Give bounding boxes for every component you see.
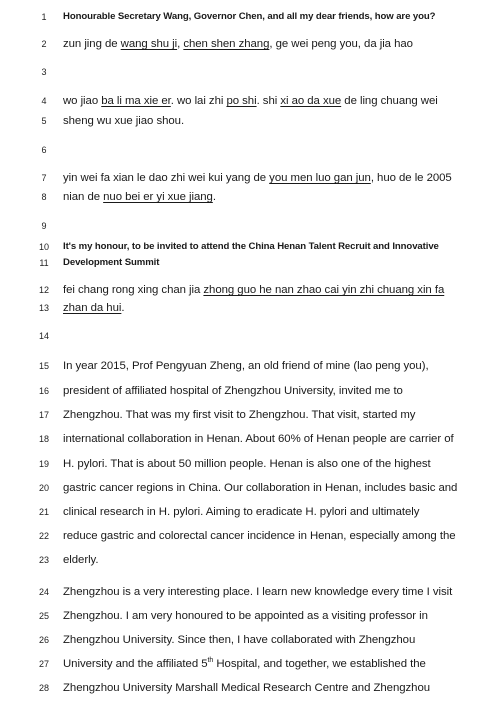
line-25 <box>0 606 500 626</box>
line-text: Zhengzhou University. Since then, I have collaborated with Zhengzhou <box>63 634 416 646</box>
line-text: Honourable Secretary Wang, Governor Chen, and all my dear friends, how are you? <box>63 11 436 22</box>
line-text: Zhengzhou University Marshall Medical Research Centre and Zhengzhou <box>63 682 431 694</box>
line-number: 24 <box>38 587 49 597</box>
line-number: 4 <box>41 96 47 106</box>
line-15 <box>0 356 500 376</box>
line-number: 2 <box>41 39 47 49</box>
line-number: 21 <box>38 507 49 517</box>
line-number: 11 <box>39 258 49 268</box>
line-27 <box>0 654 500 674</box>
line-number: 25 <box>38 611 49 621</box>
line-number: 12 <box>38 285 49 295</box>
line-text: president of affiliated hospital of Zhengzhou University, invited me to <box>63 385 403 397</box>
line-number: 20 <box>38 483 49 493</box>
line-number: 8 <box>41 192 47 202</box>
line-text: sheng wu xue jiao shou. <box>63 115 185 127</box>
line-number: 9 <box>41 221 47 231</box>
line-number: 3 <box>41 67 47 77</box>
line-22 <box>0 526 500 546</box>
line-number: 27 <box>38 659 49 669</box>
line-text: Development Summit <box>63 257 160 268</box>
line-number: 13 <box>38 303 49 313</box>
line-text: clinical research in H. pylori. Aiming to eradicate H. pylori and ultimately <box>63 506 420 518</box>
line-text: gastric cancer regions in China. Our collaboration in Henan, includes basic and <box>63 482 458 494</box>
line-28 <box>0 678 500 698</box>
line-text: nian de nuo bei er yi xue jiang. <box>63 191 216 203</box>
line-number: 15 <box>38 361 49 371</box>
line-text: Zhengzhou is a very interesting place. I learn new knowledge every time I visit <box>63 586 453 598</box>
line-number: 23 <box>38 555 49 565</box>
line-1 <box>0 7 500 27</box>
line-number: 17 <box>38 410 49 420</box>
line-number: 18 <box>38 434 49 444</box>
line-text: fei chang rong xing chan jia zhong guo he nan zhao cai yin zhi chuang xin fa <box>63 284 445 296</box>
underlined-phrase: chen shen zhang <box>183 38 270 50</box>
line-text: international collaboration in Henan. About 60% of Henan people are carrier of <box>63 433 454 445</box>
underlined-phrase: you men luo gan jun <box>269 172 371 184</box>
line-4 <box>0 91 500 111</box>
line-16 <box>0 381 500 401</box>
line-18 <box>0 429 500 449</box>
underlined-phrase: po shi <box>226 95 257 107</box>
line-19 <box>0 454 500 474</box>
line-number: 26 <box>38 635 49 645</box>
line-number: 22 <box>38 531 49 541</box>
line-number: 5 <box>41 116 47 126</box>
line-text: zhan da hui. <box>63 302 125 314</box>
line-26 <box>0 630 500 650</box>
line-number: 1 <box>41 12 47 22</box>
line-23 <box>0 550 500 570</box>
underlined-phrase: nuo bei er yi xue jiang <box>103 191 213 203</box>
line-text: elderly. <box>63 554 99 566</box>
line-24 <box>0 582 500 602</box>
line-11 <box>0 253 500 273</box>
line-7 <box>0 168 500 188</box>
line-8 <box>0 187 500 207</box>
underlined-phrase: ba li ma xie er <box>101 95 171 107</box>
line-number: 19 <box>38 459 49 469</box>
underlined-phrase: zhan da hui <box>63 302 122 314</box>
line-2 <box>0 34 500 54</box>
line-6 <box>0 140 500 160</box>
line-text: wo jiao ba li ma xie er. wo lai zhi po shi. shi xi ao da xue de ling chuang wei <box>63 95 438 107</box>
line-number: 6 <box>41 145 47 155</box>
line-text: H. pylori. That is about 50 million people. Henan is also one of the highest <box>63 458 431 470</box>
line-number: 28 <box>38 683 49 693</box>
line-text: University and the affiliated 5th Hospital, and together, we established the <box>63 657 426 670</box>
line-14 <box>0 326 500 346</box>
line-text: Zhengzhou. That was my first visit to Zhengzhou. That visit, started my <box>63 409 416 421</box>
underlined-phrase: zhong guo he nan zhao cai yin zhi chuang xin fa <box>203 284 445 296</box>
line-5 <box>0 111 500 131</box>
line-9 <box>0 216 500 236</box>
line-number: 7 <box>41 173 47 183</box>
line-text: Zhengzhou. I am very honoured to be appointed as a visiting professor in <box>63 610 428 622</box>
line-number: 14 <box>38 331 49 341</box>
line-20 <box>0 478 500 498</box>
line-17 <box>0 405 500 425</box>
line-13 <box>0 298 500 318</box>
line-text: yin wei fa xian le dao zhi wei kui yang de you men luo gan jun, huo de le 2005 <box>63 172 452 184</box>
line-number: 10 <box>38 242 49 252</box>
line-12 <box>0 280 500 300</box>
line-text: In year 2015, Prof Pengyuan Zheng, an old friend of mine (lao peng you), <box>63 360 429 372</box>
underlined-phrase: wang shu ji <box>120 38 178 50</box>
underlined-phrase: xi ao da xue <box>280 95 342 107</box>
line-text: zun jing de wang shu ji, chen shen zhang, ge wei peng you, da jia hao <box>63 38 413 50</box>
line-number: 16 <box>38 386 49 396</box>
line-21 <box>0 502 500 522</box>
superscript: th <box>207 657 214 665</box>
line-text: It's my honour, to be invited to attend the China Henan Talent Recruit and Innovative <box>63 241 439 252</box>
line-text: reduce gastric and colorectal cancer incidence in Henan, especially among the <box>63 530 456 542</box>
line-3 <box>0 62 500 82</box>
